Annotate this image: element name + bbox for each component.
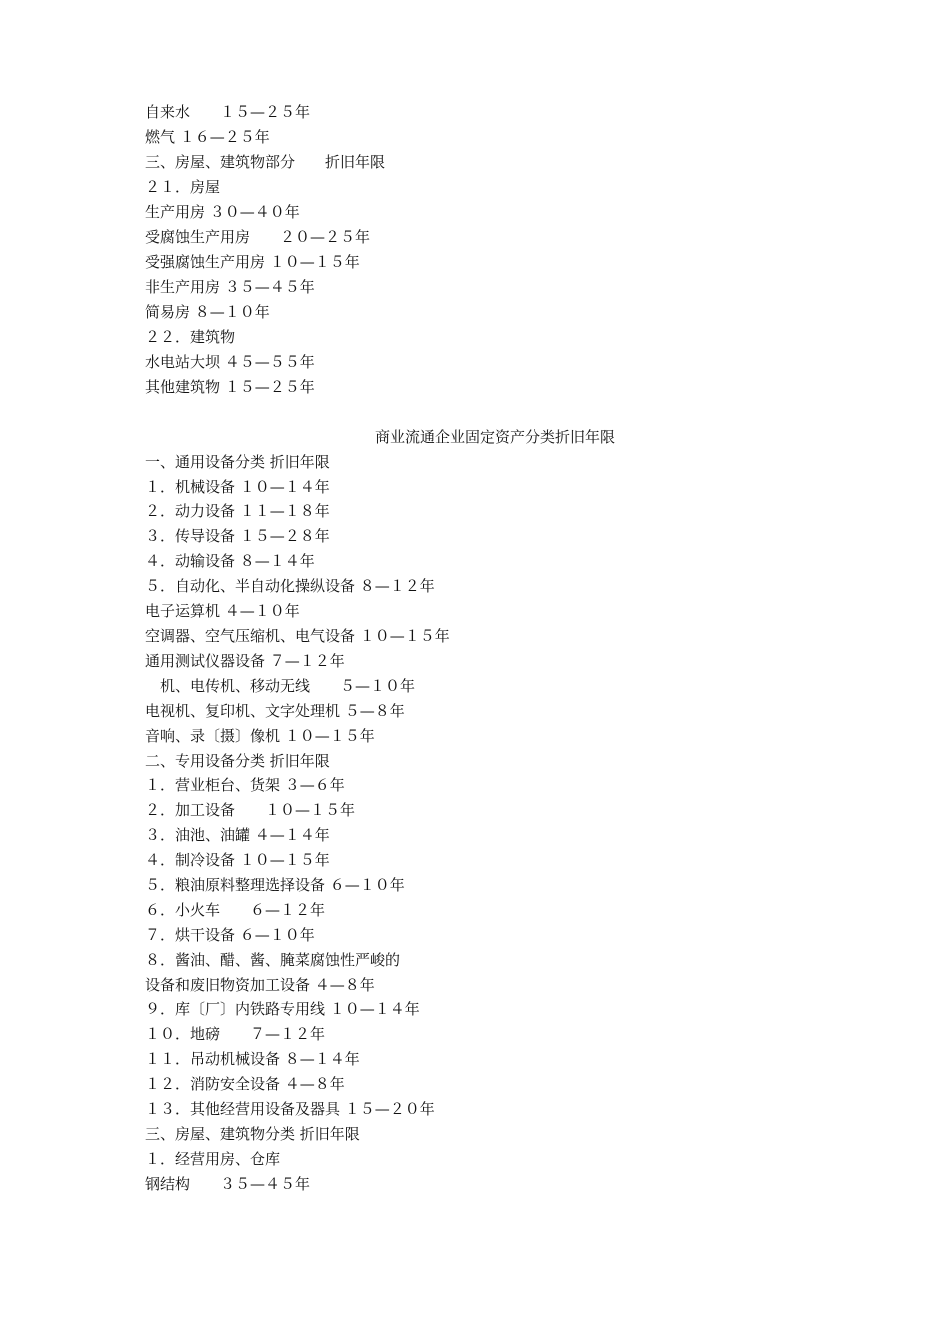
text-line: ４．动输设备 ８—１４年 bbox=[145, 552, 315, 570]
text-line: 音响、录〔摄〕像机 １０—１５年 bbox=[145, 727, 375, 745]
text-line: ３．油池、油罐 ４—１４年 bbox=[145, 826, 330, 844]
text-line: ２．加工设备 １０—１５年 bbox=[145, 801, 356, 819]
text-line: １１．吊动机械设备 ８—１４年 bbox=[145, 1050, 360, 1068]
text-line: ９．库〔厂〕内铁路专用线 １０—１４年 bbox=[145, 1000, 420, 1018]
text-line: ４．制冷设备 １０—１５年 bbox=[145, 851, 330, 869]
text-line: １．机械设备 １０—１４年 bbox=[145, 478, 330, 496]
text-line: 通用测试仪器设备 ７—１２年 bbox=[145, 652, 345, 670]
subsection-heading: ２２．建筑物 bbox=[145, 328, 236, 346]
text-line: ８．酱油、醋、酱、腌菜腐蚀性严峻的 bbox=[145, 951, 401, 969]
text-line: ２．动力设备 １１—１８年 bbox=[145, 502, 330, 520]
text-line: ５．粮油原料整理选择设备 ６—１０年 bbox=[145, 876, 405, 894]
text-line: １３．其他经营用设备及器具 １５—２０年 bbox=[145, 1100, 435, 1118]
text-line: 受腐蚀生产用房 ２０—２５年 bbox=[145, 228, 371, 246]
document-heading: 商业流通企业固定资产分类折旧年限 bbox=[374, 428, 615, 446]
section-heading: 三、房屋、建筑物部分 折旧年限 bbox=[145, 153, 386, 171]
text-line: ６．小火车 ６—１２年 bbox=[145, 901, 326, 919]
text-line: ５．自动化、半自动化操纵设备 ８—１２年 bbox=[145, 577, 435, 595]
text-line: 电子运算机 ４—１０年 bbox=[145, 602, 300, 620]
section-heading: 一、通用设备分类 折旧年限 bbox=[145, 453, 330, 471]
text-line: 设备和废旧物资加工设备 ４—８年 bbox=[145, 976, 375, 994]
text-line: 受强腐蚀生产用房 １０—１５年 bbox=[145, 253, 360, 271]
text-line: １２．消防安全设备 ４—８年 bbox=[145, 1075, 345, 1093]
text-line: １０．地磅 ７—１２年 bbox=[145, 1025, 326, 1043]
text-line: 生产用房 ３０—４０年 bbox=[145, 203, 300, 221]
text-line: 非生产用房 ３５—４５年 bbox=[145, 278, 315, 296]
subsection-heading: ２１．房屋 bbox=[145, 178, 221, 196]
text-line: １．营业柜台、货架 ３—６年 bbox=[145, 776, 345, 794]
text-line: 机、电传机、移动无线 ５—１０年 bbox=[145, 677, 416, 695]
text-line: 燃气 １６—２５年 bbox=[145, 128, 270, 146]
text-line: 简易房 ８—１０年 bbox=[145, 303, 270, 321]
text-line: ７．烘干设备 ６—１０年 bbox=[145, 926, 315, 944]
section-heading: 二、专用设备分类 折旧年限 bbox=[145, 752, 330, 770]
text-line: 水电站大坝 ４５—５５年 bbox=[145, 353, 315, 371]
subsection-heading: １．经营用房、仓库 bbox=[145, 1150, 281, 1168]
text-line: 空调器、空气压缩机、电气设备 １０—１５年 bbox=[145, 627, 450, 645]
text-line: 自来水 １５—２５年 bbox=[145, 103, 311, 121]
text-line: 钢结构 ３５—４５年 bbox=[145, 1175, 311, 1193]
section-heading: 三、房屋、建筑物分类 折旧年限 bbox=[145, 1125, 360, 1143]
text-line: ３．传导设备 １５—２８年 bbox=[145, 527, 330, 545]
text-line: 其他建筑物 １５—２５年 bbox=[145, 378, 315, 396]
text-line: 电视机、复印机、文字处理机 ５—８年 bbox=[145, 702, 405, 720]
